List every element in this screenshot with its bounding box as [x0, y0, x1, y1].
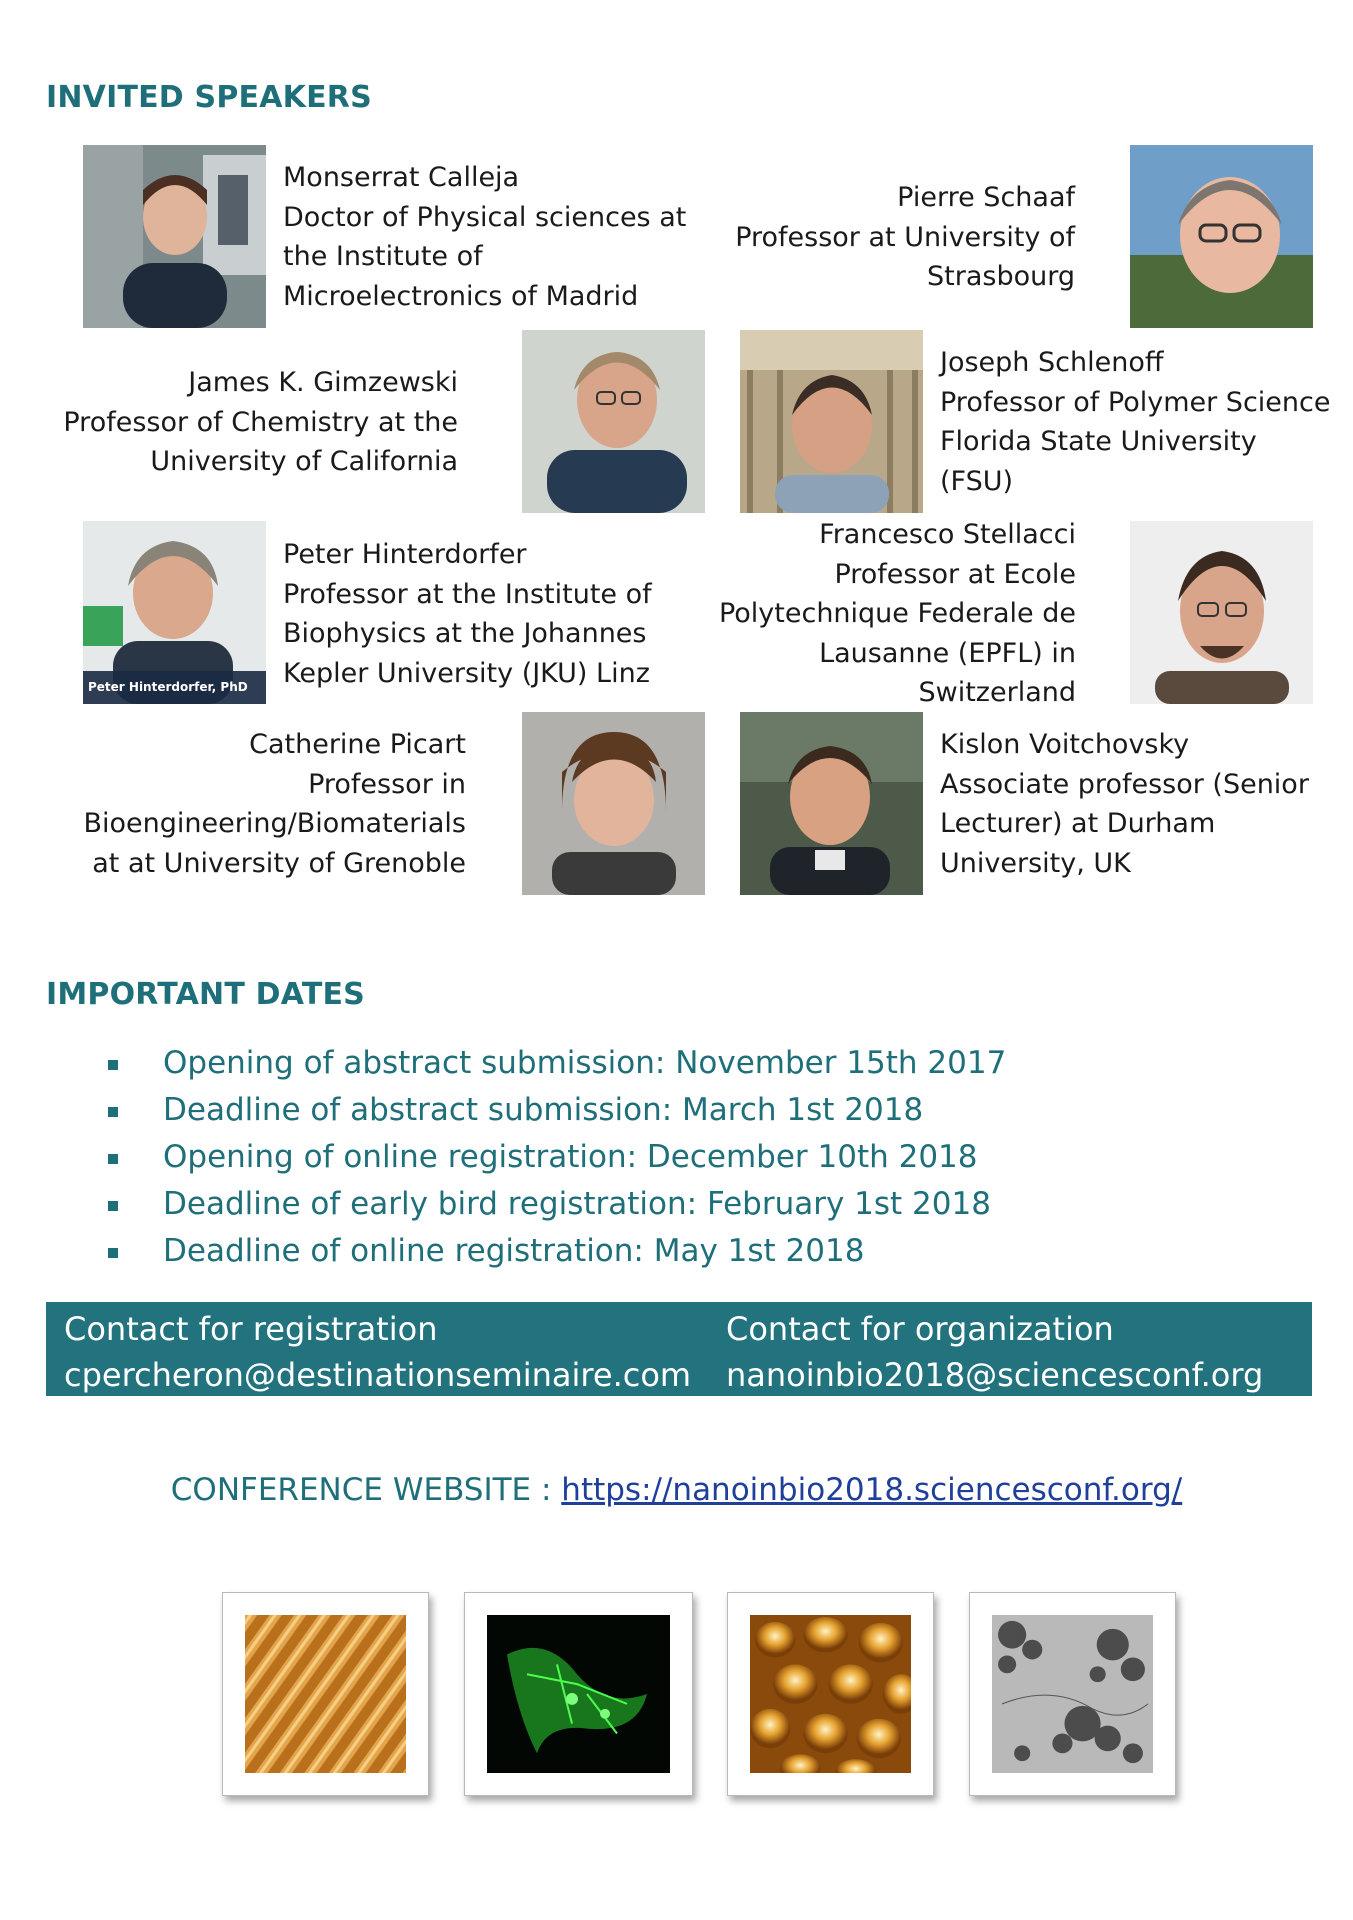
speaker-photo-schaaf: [1130, 145, 1313, 328]
speaker-title-line: Associate professor (Senior: [940, 768, 1309, 800]
contact-registration-email[interactable]: cpercheron@destinationseminaire.com: [64, 1356, 692, 1394]
speaker-title-line: Bioengineering/Biomaterials: [83, 808, 466, 839]
afm-texture-image: [245, 1615, 406, 1773]
contact-organization-email[interactable]: nanoinbio2018@sciencesconf.org: [726, 1356, 1264, 1394]
square-bullet-icon: [108, 1248, 118, 1258]
speaker-photo-picart: [522, 712, 705, 895]
speaker-title-line: Professor at University of: [735, 221, 1075, 253]
square-bullet-icon: [108, 1154, 118, 1164]
speaker-title-line: Professor of Polymer Science: [940, 386, 1331, 418]
speaker-name: Kislon Voitchovsky: [940, 729, 1190, 760]
speaker-title-line: Professor at Ecole: [834, 558, 1076, 590]
speaker-text-voitchovsky: [940, 725, 1309, 883]
speaker-title-line: Florida State University: [940, 426, 1257, 457]
important-dates-heading: IMPORTANT DATES: [46, 977, 365, 1012]
gallery-image-1: [222, 1592, 429, 1796]
speaker-title-line: Biophysics at the Johannes: [283, 618, 647, 649]
speaker-title-line: Kepler University (JKU) Linz: [283, 657, 650, 689]
speaker-title-line: Lausanne (EPFL) in: [819, 637, 1076, 669]
speaker-text-schaaf: [735, 178, 1075, 297]
speaker-name: Pierre Schaaf: [897, 182, 1075, 213]
speaker-photo-voitchovsky: [740, 712, 923, 895]
speaker-photo-hinterdorfer: [83, 521, 266, 704]
speaker-name: Monserrat Calleja: [283, 162, 520, 193]
speaker-text-gimzewski: [63, 363, 458, 482]
speaker-text-calleja: [283, 158, 686, 316]
speaker-title-line: University, UK: [940, 847, 1131, 879]
contact-registration: [64, 1306, 691, 1398]
gallery-image-3: [727, 1592, 934, 1796]
speaker-title-line: Polytechnique Federale de: [718, 598, 1076, 629]
date-text: Deadline of abstract submission: March 1st 2018: [163, 1092, 924, 1128]
speaker-name: Catherine Picart: [249, 729, 466, 760]
square-bullet-icon: [108, 1201, 118, 1211]
website-link[interactable]: https://nanoinbio2018.sciencesconf.org/: [561, 1472, 1183, 1508]
fluorescence-image: [487, 1615, 670, 1773]
contact-organization-label: Contact for organization: [726, 1310, 1114, 1348]
speaker-title-line: Professor in: [308, 768, 466, 800]
speaker-photo-calleja: [83, 145, 266, 328]
photo-caption: Peter Hinterdorfer, PhD: [88, 680, 248, 694]
speaker-title-line: Professor of Chemistry at the: [63, 406, 458, 438]
date-text: Opening of online registration: December 10th 2018: [163, 1139, 978, 1175]
speaker-name: Peter Hinterdorfer: [283, 539, 527, 570]
speaker-text-picart: [84, 725, 467, 883]
date-text: Deadline of early bird registration: February 1st 2018: [163, 1186, 991, 1222]
afm-peaks-image: [750, 1615, 911, 1773]
website-label: CONFERENCE WEBSITE :: [170, 1472, 562, 1508]
gallery-image-2: [464, 1592, 693, 1796]
contact-organization: [726, 1306, 1263, 1398]
speaker-title-line: Lecturer) at Durham: [940, 808, 1216, 839]
speaker-photo-gimzewski: [522, 330, 705, 513]
speaker-photo-schlenoff: [740, 330, 923, 513]
speaker-photo-stellacci: [1130, 521, 1313, 704]
speaker-title-line: Strasbourg: [927, 261, 1075, 292]
speaker-title-line: (FSU): [940, 465, 1014, 497]
speaker-name: Joseph Schlenoff: [940, 347, 1164, 378]
speaker-title-line: Professor at the Institute of: [283, 578, 652, 610]
speaker-text-hinterdorfer: [283, 535, 652, 693]
date-text: Opening of abstract submission: November 15th 2017: [163, 1045, 1007, 1081]
contact-registration-label: Contact for registration: [64, 1310, 438, 1348]
square-bullet-icon: [108, 1107, 118, 1117]
speaker-title-line: Doctor of Physical sciences at: [283, 201, 687, 233]
speaker-title-line: at at University of Grenoble: [92, 847, 466, 879]
speaker-name: Francesco Stellacci: [819, 519, 1076, 550]
contact-band: [46, 1302, 1312, 1396]
tem-micrograph-image: [992, 1615, 1153, 1773]
gallery-image-4: [969, 1592, 1176, 1796]
speaker-title-line: Microelectronics of Madrid: [283, 280, 639, 312]
speaker-text-schlenoff: [940, 343, 1330, 501]
invited-speakers-heading: INVITED SPEAKERS: [46, 80, 372, 115]
speaker-name: James K. Gimzewski: [188, 367, 458, 398]
conference-website: [0, 1472, 1353, 1508]
speaker-title-line: the Institute of: [283, 241, 483, 272]
square-bullet-icon: [108, 1060, 118, 1070]
speaker-text-stellacci: [719, 515, 1076, 713]
date-text: Deadline of online registration: May 1st 2018: [163, 1233, 865, 1269]
speaker-title-line: University of California: [150, 446, 458, 477]
speaker-title-line: Switzerland: [918, 677, 1076, 708]
